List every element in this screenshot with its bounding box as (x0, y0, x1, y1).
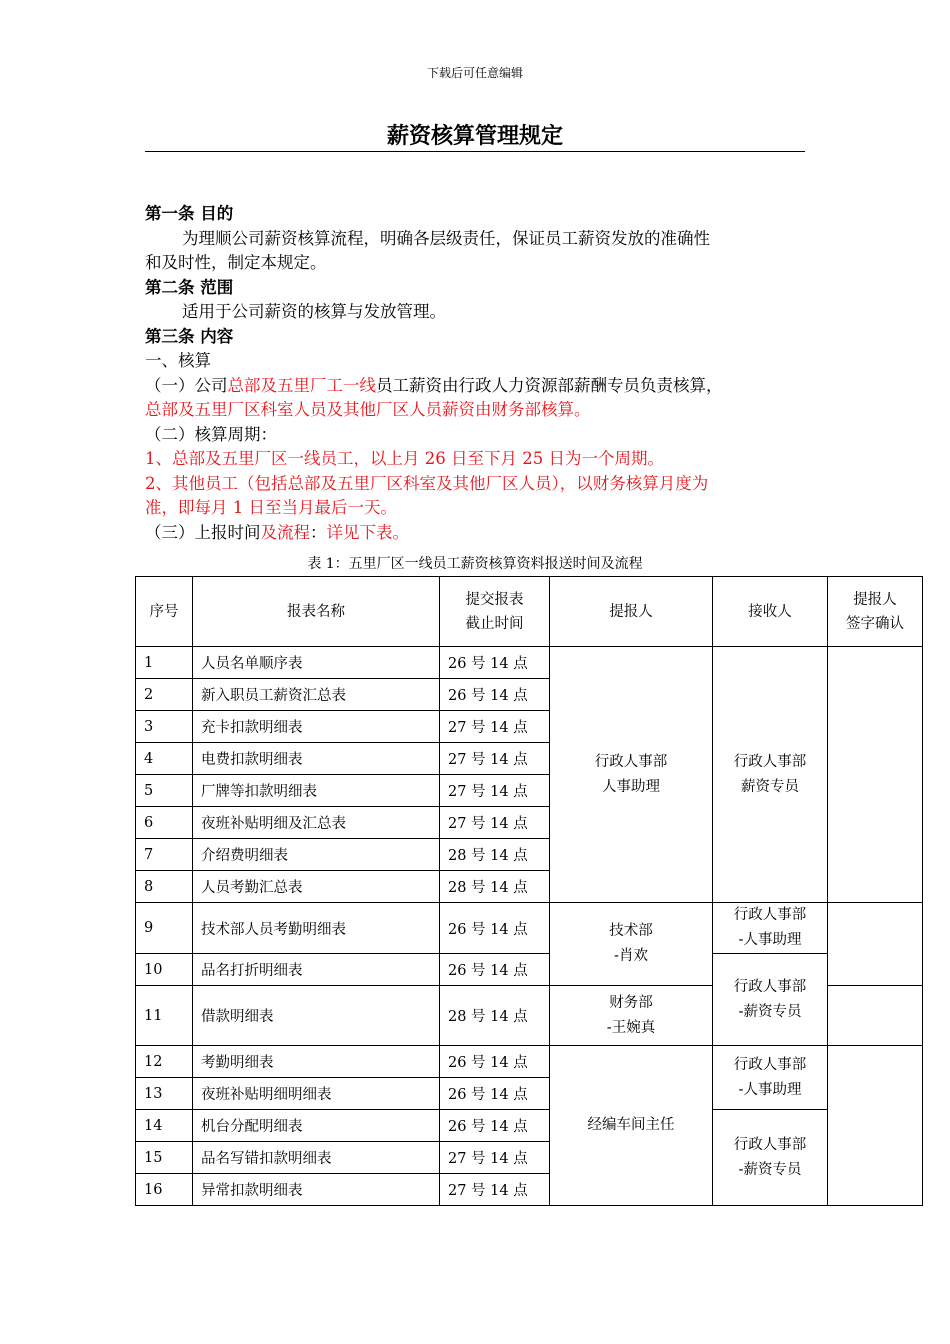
article-3-heading: 第三条 内容 (145, 326, 234, 346)
accounting-item-1-part-b: 总部及五里厂工一线 (227, 375, 376, 395)
header-no: 序号 (136, 577, 193, 647)
row-no: 4 (136, 743, 193, 775)
group-1-receiver-line-2: 薪资专员 (741, 778, 799, 795)
header-note: 下载后可任意编辑 (426, 66, 523, 80)
table-row (136, 954, 923, 986)
accounting-item-3-part-d: 详见下表。 (326, 522, 409, 542)
document-title: 薪资核算管理规定 (386, 124, 563, 149)
row-no: 14 (136, 1110, 193, 1142)
article-1-text-line-1: 为理顺公司薪资核算流程，明确各层级责任，保证员工薪资发放的准确性 (182, 228, 710, 248)
group-2-receiver-line-1: 行政人事部 (733, 907, 807, 923)
accounting-item-1-part-a: （一）公司 (145, 375, 228, 395)
group-1-submitter-line-2: 人事助理 (602, 778, 660, 795)
row-no: 16 (136, 1174, 193, 1206)
section-accounting-heading: 一、核算 (145, 351, 211, 370)
group-5-receiver-b (713, 1110, 828, 1206)
header-signature-confirm (828, 577, 923, 647)
group-2-submitter-line-2: -肖欢 (614, 948, 648, 964)
period-rule-2-line-2: 准，即每月 1 日至当月最后一天。 (145, 498, 397, 517)
accounting-item-3 (145, 521, 810, 546)
header-deadline-line-1: 提交报表 (465, 591, 524, 608)
header-deadline (440, 577, 550, 647)
period-rule-1: 1、总部及五里厂区一线员工，以上月 26 日至下月 25 日为一个周期。 (145, 449, 664, 468)
group-4-signature-cell (828, 986, 923, 1046)
table-row (136, 1046, 923, 1078)
header-report-name: 报表名称 (193, 577, 440, 647)
group-5-signature-cell (828, 1046, 923, 1206)
header-confirm-line-1: 提报人 (853, 591, 897, 608)
row-report-name: 新入职员工薪资汇总表 (193, 679, 440, 711)
row-no: 7 (136, 839, 193, 871)
row-no: 12 (136, 1046, 193, 1078)
group-5-submitter: 经编车间主任 (550, 1046, 713, 1206)
row-report-name: 异常扣款明细表 (193, 1174, 440, 1206)
row-report-name: 品名写错扣款明细表 (193, 1142, 440, 1174)
group-1-submitter-line-1: 行政人事部 (594, 753, 668, 770)
row-no: 11 (136, 986, 193, 1046)
table-header-row (136, 577, 923, 647)
table-row (136, 903, 923, 954)
table-caption: 表 1：五里厂区一线员工薪资核算资料报送时间及流程 (307, 556, 643, 572)
row-report-name: 考勤明细表 (193, 1046, 440, 1078)
group-2-submitter (550, 903, 713, 986)
row-deadline: 26 号 14 点 (440, 647, 550, 679)
submission-schedule-table (135, 576, 923, 1206)
group-1-receiver (713, 647, 828, 903)
row-no: 15 (136, 1142, 193, 1174)
header-confirm-line-2: 签字确认 (846, 615, 904, 632)
accounting-item-3-part-b: 及流程 (260, 522, 310, 542)
row-deadline: 26 号 14 点 (440, 903, 550, 954)
row-report-name: 厂牌等扣款明细表 (193, 775, 440, 807)
title-underline (145, 151, 805, 152)
row-deadline: 26 号 14 点 (440, 1110, 550, 1142)
row-deadline: 27 号 14 点 (440, 807, 550, 839)
header-deadline-line-2: 截止时间 (465, 615, 524, 632)
group-1-receiver-line-1: 行政人事部 (733, 753, 807, 770)
accounting-item-1-part-c: 员工薪资由行政人力资源部薪酬专员负责核算， (376, 375, 723, 395)
row-report-name: 夜班补贴明细及汇总表 (193, 807, 440, 839)
group-2-receiver (713, 903, 828, 954)
row-report-name: 人员考勤汇总表 (193, 871, 440, 903)
accounting-item-1-line-2: 总部及五里厂区科室人员及其他厂区人员薪资由财务部核算。 (145, 400, 591, 419)
group-1-submitter (550, 647, 713, 903)
row-deadline: 26 号 14 点 (440, 954, 550, 986)
row-deadline: 27 号 14 点 (440, 711, 550, 743)
table-row (136, 647, 923, 679)
group-2-submitter-line-1: 技术部 (609, 923, 653, 939)
group-2-receiver-line-2: -人事助理 (738, 932, 802, 948)
header-receiver: 接收人 (713, 577, 828, 647)
row-report-name: 介绍费明细表 (193, 839, 440, 871)
group-5-receiver-a (713, 1046, 828, 1110)
article-1-heading: 第一条 目的 (145, 204, 234, 223)
row-no: 2 (136, 679, 193, 711)
row-no: 8 (136, 871, 193, 903)
group-1-signature-cell (828, 647, 923, 903)
row-no: 9 (136, 903, 193, 954)
row-no: 1 (136, 647, 193, 679)
row-report-name: 充卡扣款明细表 (193, 711, 440, 743)
row-no: 5 (136, 775, 193, 807)
period-rule-2-line-1: 2、其他员工（包括总部及五里厂区科室及其他厂区人员），以财务核算月度为 (145, 473, 709, 493)
row-deadline: 26 号 14 点 (440, 679, 550, 711)
row-deadline: 27 号 14 点 (440, 1142, 550, 1174)
row-deadline: 28 号 14 点 (440, 986, 550, 1046)
row-report-name: 夜班补贴明细明细表 (193, 1078, 440, 1110)
row-deadline: 26 号 14 点 (440, 1078, 550, 1110)
row-report-name: 品名打折明细表 (193, 954, 440, 986)
accounting-item-2: （二）核算周期： (145, 424, 277, 444)
group-3-receiver (713, 954, 828, 1046)
row-report-name: 人员名单顺序表 (193, 647, 440, 679)
row-report-name: 借款明细表 (193, 986, 440, 1046)
row-deadline: 27 号 14 点 (440, 775, 550, 807)
accounting-item-3-part-a: （三）上报时间 (145, 522, 261, 542)
header-submitter: 提报人 (550, 577, 713, 647)
row-report-name: 技术部人员考勤明细表 (193, 903, 440, 954)
row-no: 6 (136, 807, 193, 839)
row-deadline: 27 号 14 点 (440, 1174, 550, 1206)
row-no: 10 (136, 954, 193, 986)
article-1-text-line-2: 和及时性，制定本规定。 (145, 253, 327, 272)
group-4-submitter (550, 986, 713, 1046)
accounting-item-3-part-c: ： (310, 522, 327, 542)
accounting-item-1-line-1 (145, 374, 810, 399)
row-no: 3 (136, 711, 193, 743)
article-2-heading: 第二条 范围 (145, 277, 234, 297)
group-5-receiver-b-line-2: -薪资专员 (738, 1161, 802, 1178)
group-4-submitter-line-2: -王婉真 (606, 1019, 656, 1036)
row-deadline: 26 号 14 点 (440, 1046, 550, 1078)
group-3-receiver-line-1: 行政人事部 (733, 978, 807, 995)
group-4-submitter-line-1: 财务部 (609, 994, 653, 1011)
row-report-name: 电费扣款明细表 (193, 743, 440, 775)
group-3-receiver-line-2: -薪资专员 (738, 1003, 802, 1020)
article-2-text: 适用于公司薪资的核算与发放管理。 (182, 302, 446, 321)
table-row (136, 1110, 923, 1142)
row-no: 13 (136, 1078, 193, 1110)
document-body (145, 202, 810, 545)
row-report-name: 机台分配明细表 (193, 1110, 440, 1142)
group-5-receiver-a-line-2: -人事助理 (738, 1081, 802, 1098)
row-deadline: 28 号 14 点 (440, 871, 550, 903)
row-deadline: 28 号 14 点 (440, 839, 550, 871)
group-2-signature-cell (828, 903, 923, 986)
group-5-receiver-b-line-1: 行政人事部 (733, 1136, 807, 1153)
group-5-receiver-a-line-1: 行政人事部 (733, 1056, 807, 1073)
row-deadline: 27 号 14 点 (440, 743, 550, 775)
